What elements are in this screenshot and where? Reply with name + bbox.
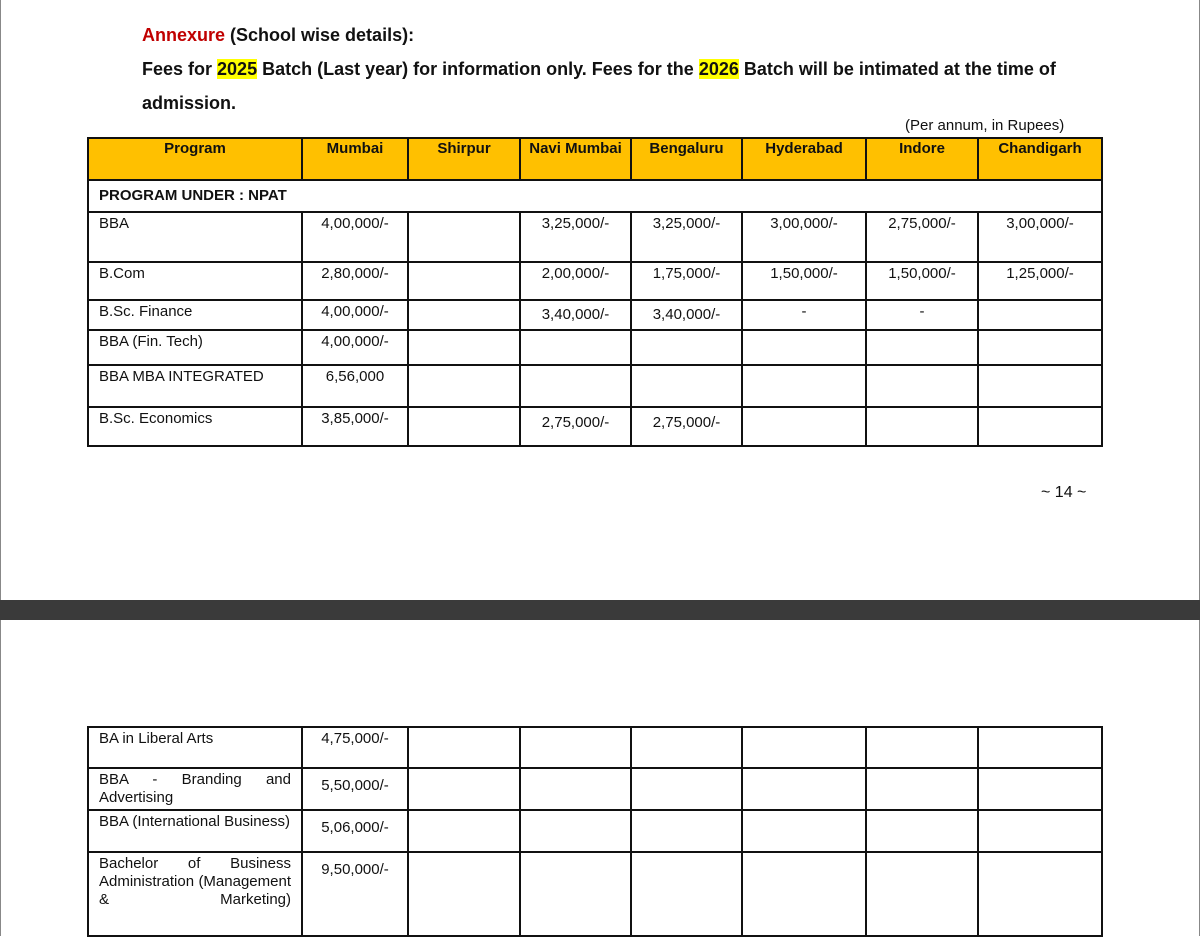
fees-table-continued <box>87 726 1103 937</box>
fee-cell: 2,75,000/- <box>631 407 742 446</box>
table-row <box>88 365 1102 407</box>
section-label: PROGRAM UNDER : NPAT <box>88 180 1102 212</box>
fee-cell <box>978 365 1102 407</box>
fee-cell: 3,85,000/- <box>302 407 408 446</box>
program-name: Bachelor of Business Administration (Management & Marketing) <box>88 852 302 936</box>
fee-cell <box>408 852 520 936</box>
column-header-indore: Indore <box>866 138 978 180</box>
unit-note: (Per annum, in Rupees) <box>905 117 1065 134</box>
fee-cell: 5,50,000/- <box>302 768 408 810</box>
program-name: BBA - Branding and Advertising <box>88 768 302 810</box>
fee-cell: 6,56,000 <box>302 365 408 407</box>
table-row <box>88 300 1102 330</box>
table-row <box>88 262 1102 300</box>
fee-cell: - <box>866 300 978 330</box>
fee-cell <box>520 330 631 365</box>
fee-cell <box>742 768 866 810</box>
fee-cell <box>742 810 866 852</box>
column-header-hyderabad: Hyderabad <box>742 138 866 180</box>
program-name: BBA MBA INTEGRATED <box>88 365 302 407</box>
table-row <box>88 852 1102 936</box>
fee-cell: 4,00,000/- <box>302 330 408 365</box>
fee-cell <box>631 365 742 407</box>
fee-cell: 4,00,000/- <box>302 212 408 262</box>
fee-cell <box>742 330 866 365</box>
fee-cell: 2,75,000/- <box>520 407 631 446</box>
program-name: BBA (International Business) <box>88 810 302 852</box>
fee-cell: 3,25,000/- <box>520 212 631 262</box>
note-text: Batch (Last year) for information only. Fees for the <box>257 59 699 79</box>
header-row <box>88 138 1102 180</box>
program-name: BA in Liberal Arts <box>88 727 302 768</box>
program-name: B.Sc. Economics <box>88 407 302 446</box>
fee-cell <box>866 330 978 365</box>
fee-cell: 3,00,000/- <box>978 212 1102 262</box>
column-header-navi-mumbai: Navi Mumbai <box>520 138 631 180</box>
fee-cell <box>866 407 978 446</box>
program-name: BBA (Fin. Tech) <box>88 330 302 365</box>
column-header-program: Program <box>88 138 302 180</box>
fee-cell: 3,25,000/- <box>631 212 742 262</box>
table-row <box>88 768 1102 810</box>
program-name: B.Com <box>88 262 302 300</box>
program-name: BBA <box>88 212 302 262</box>
page-separator <box>0 600 1200 620</box>
annexure-subtitle: (School wise details): <box>225 25 415 45</box>
fee-cell <box>978 407 1102 446</box>
fee-cell <box>408 300 520 330</box>
fee-cell <box>742 727 866 768</box>
table-row <box>88 330 1102 365</box>
fee-cell <box>742 407 866 446</box>
table-row <box>88 407 1102 446</box>
note-text: Fees for <box>142 59 218 79</box>
fee-cell: 9,50,000/- <box>302 852 408 936</box>
fee-cell <box>520 852 631 936</box>
fee-cell: 3,40,000/- <box>631 300 742 330</box>
fee-cell <box>978 727 1102 768</box>
fee-cell <box>520 727 631 768</box>
fee-cell: 1,25,000/- <box>978 262 1102 300</box>
fee-cell <box>866 365 978 407</box>
fee-cell <box>408 768 520 810</box>
page-number: ~ 14 ~ <box>1041 484 1087 501</box>
fee-cell <box>866 852 978 936</box>
fee-cell <box>520 768 631 810</box>
column-header-mumbai: Mumbai <box>302 138 408 180</box>
fee-cell <box>978 852 1102 936</box>
fee-cell <box>631 810 742 852</box>
program-name: B.Sc. Finance <box>88 300 302 330</box>
fee-cell: 1,75,000/- <box>631 262 742 300</box>
column-header-bengaluru: Bengaluru <box>631 138 742 180</box>
table-row <box>88 212 1102 262</box>
fee-cell: 3,00,000/- <box>742 212 866 262</box>
fee-cell: 4,75,000/- <box>302 727 408 768</box>
fee-cell: 2,75,000/- <box>866 212 978 262</box>
fee-cell <box>408 407 520 446</box>
fee-cell: 2,00,000/- <box>520 262 631 300</box>
fee-cell <box>742 852 866 936</box>
fee-cell <box>408 727 520 768</box>
fee-cell: 5,06,000/- <box>302 810 408 852</box>
fee-cell <box>631 330 742 365</box>
fee-cell: 1,50,000/- <box>866 262 978 300</box>
column-header-chandigarh: Chandigarh <box>978 138 1102 180</box>
fee-cell <box>742 365 866 407</box>
fee-cell <box>978 768 1102 810</box>
annexure-heading <box>142 18 1102 120</box>
fee-cell <box>978 810 1102 852</box>
fee-cell <box>866 727 978 768</box>
fee-cell: 1,50,000/- <box>742 262 866 300</box>
fee-cell <box>520 810 631 852</box>
fee-cell: 2,80,000/- <box>302 262 408 300</box>
fees-table <box>87 137 1103 447</box>
fee-cell <box>866 810 978 852</box>
fee-cell: 4,00,000/- <box>302 300 408 330</box>
annexure-label: Annexure <box>142 25 226 45</box>
column-header-shirpur: Shirpur <box>408 138 520 180</box>
table-row <box>88 810 1102 852</box>
note-text: Batch will be intimated at the time of admission. <box>142 59 1056 113</box>
fee-cell: - <box>742 300 866 330</box>
fee-cell <box>866 768 978 810</box>
fee-cell: 3,40,000/- <box>520 300 631 330</box>
section-row <box>88 180 1102 212</box>
fee-cell <box>408 262 520 300</box>
fee-cell <box>408 212 520 262</box>
fee-cell <box>631 727 742 768</box>
fee-cell <box>408 810 520 852</box>
fee-cell <box>631 768 742 810</box>
document-page-15 <box>0 620 1200 936</box>
year-2025-highlight: 2025 <box>217 59 258 79</box>
fee-cell <box>408 365 520 407</box>
table-row <box>88 727 1102 768</box>
fee-cell <box>520 365 631 407</box>
fee-cell <box>408 330 520 365</box>
fee-cell <box>978 300 1102 330</box>
fee-cell <box>978 330 1102 365</box>
year-2026-highlight: 2026 <box>698 59 739 79</box>
fee-cell <box>631 852 742 936</box>
